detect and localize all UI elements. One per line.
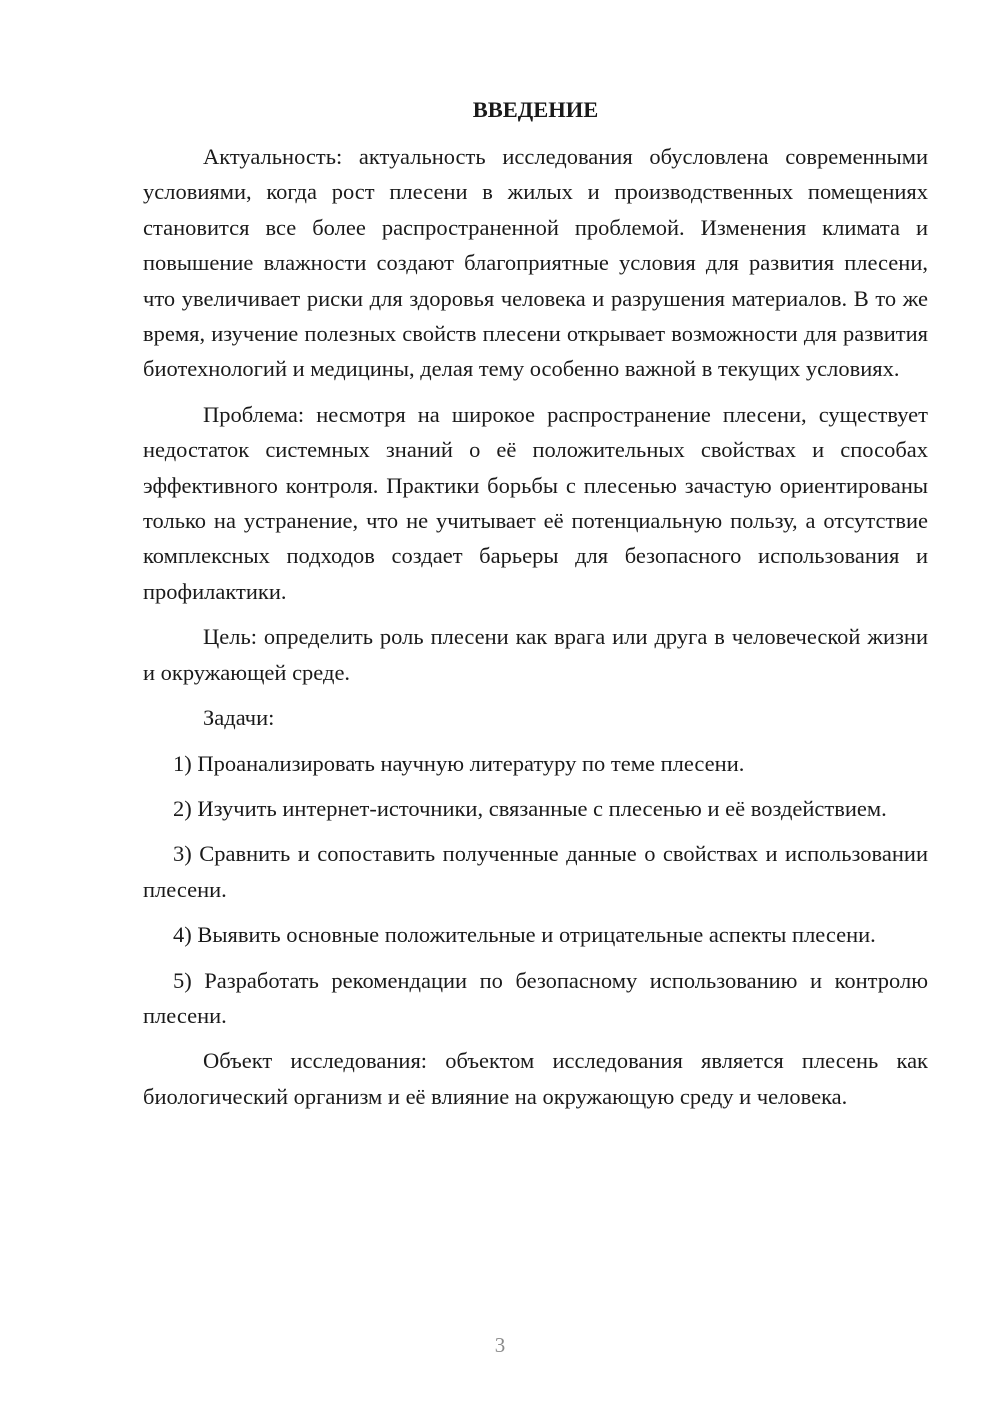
section-heading: ВВЕДЕНИЕ <box>472 97 599 122</box>
task-item-3: 3) Сравнить и сопоставить полученные данные о свойствах и использовании плесени. <box>143 841 928 902</box>
problem-paragraph: Проблема: несмотря на широкое распространение плесени, существует недостаток системных знаний о её положительных свойствах и способах эффективного контроля. Практики борьбы с плесенью зачастую ориентированы только на устранение, что не учитывает её потенциальную пользу, а отсутствие комплексных подходов создает барьеры для безопасного использования и профилактики. <box>143 401 928 604</box>
task-item-5: 5) Разработать рекомендации по безопасному использованию и контролю плесени. <box>143 967 928 1028</box>
relevance-paragraph: Актуальность: актуальность исследования обусловлена современными условиями, когда рост плесени в жилых и производственных помещениях становится все более распространенной проблемой. Изменения климата и повышение влажности создают благоприятные условия для развития плесени, что увеличивает риски для здоровья человека и разрушения материалов. В то же время, изучение полезных свойств плесени открывает возможности для развития биотехнологий и медицины, делая тему особенно важной в текущих условиях. <box>143 144 928 382</box>
object-paragraph: Объект исследования: объектом исследования является плесень как биологический организм и её влияние на окружающую среду и человека. <box>143 1048 928 1109</box>
task-item-4: 4) Выявить основные положительные и отрицательные аспекты плесени. <box>173 922 876 948</box>
page-number: 3 <box>494 1333 506 1357</box>
task-item-1: 1) Проанализировать научную литературу по теме плесени. <box>173 750 745 776</box>
goal-paragraph: Цель: определить роль плесени как врага или друга в человеческой жизни и окружающей среде. <box>143 624 928 685</box>
tasks-label: Задачи: <box>203 705 275 731</box>
page-body <box>143 92 928 1124</box>
task-item-2: 2) Изучить интернет-источники, связанные с плесенью и её воздействием. <box>173 795 887 821</box>
